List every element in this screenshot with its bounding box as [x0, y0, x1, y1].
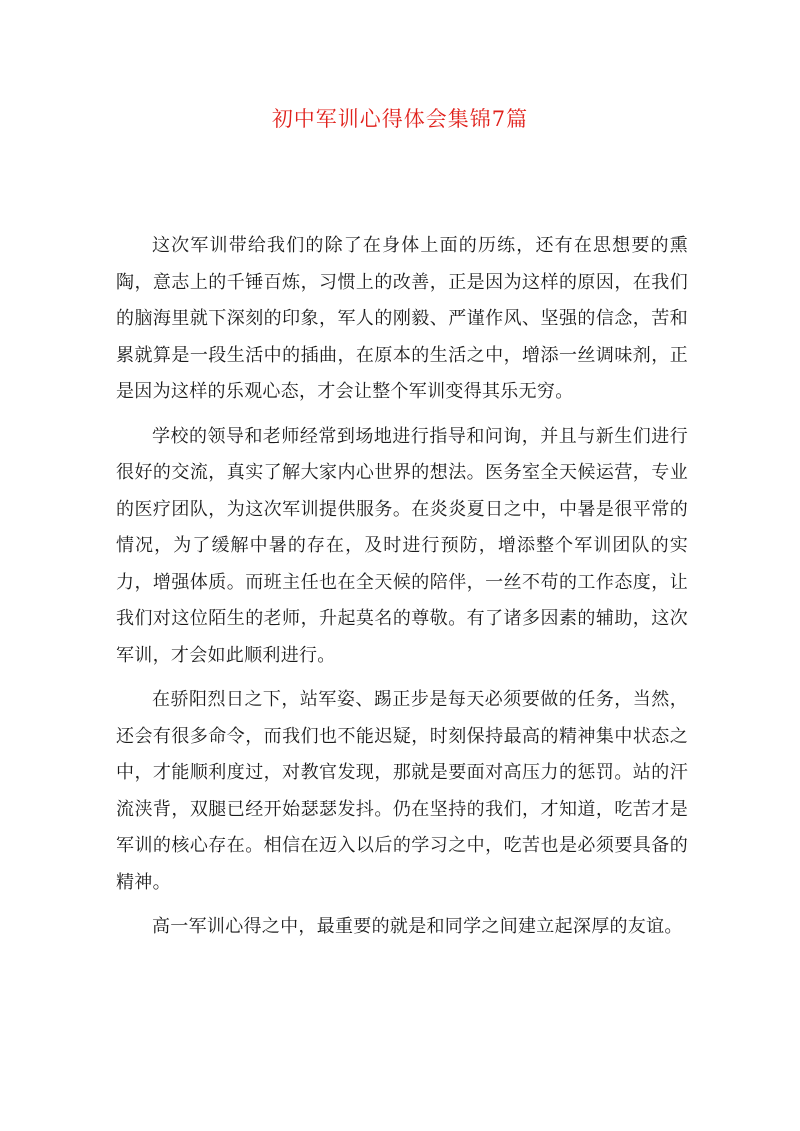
paragraph-4: 高一军训心得之中，最重要的就是和同学之间建立起深厚的友谊。: [152, 916, 683, 937]
document-title: 初中军训心得体会集锦7篇: [271, 107, 529, 131]
paragraph-3: 在骄阳烈日之下，站军姿、踢正步是每天必须要做的任务，当然，还会有很多命令，而我们也不能迟疑，时刻保持最高的精神集中状态之中，才能顺利度过，对教官发现，那就是要面对高压力的惩罚。站的汗流浃背，双腿已经开始瑟瑟发抖。仍在坚持的我们，才知道，吃苦才是军训的核心存在。相信在迈入以后的学习之中，吃苦也是必须要具备的精神。: [116, 689, 688, 893]
document-body: [116, 228, 688, 954]
paragraph-2: 学校的领导和老师经常到场地进行指导和问询，并且与新生们进行很好的交流，真实了解大家内心世界的想法。医务室全天候运营，专业的医疗团队，为这次军训提供服务。在炎炎夏日之中，中暑是很平常的情况，为了缓解中暑的存在，及时进行预防，增添整个军训团队的实力，增强体质。而班主任也在全天候的陪伴，一丝不苟的工作态度，让我们对这位陌生的老师，升起莫名的尊敬。有了诸多因素的辅助，这次军训，才会如此顺利进行。: [116, 425, 688, 666]
paragraph-1: 这次军训带给我们的除了在身体上面的历练，还有在思想要的熏陶，意志上的千锤百炼，习惯上的改善，正是因为这样的原因，在我们的脑海里就下深刻的印象，军人的刚毅、严谨作风、坚强的信念，苦和累就算是一段生活中的插曲，在原本的生活之中，增添一丝调味剂，正是因为这样的乐观心态，才会让整个军训变得其乐无穷。: [116, 235, 688, 402]
